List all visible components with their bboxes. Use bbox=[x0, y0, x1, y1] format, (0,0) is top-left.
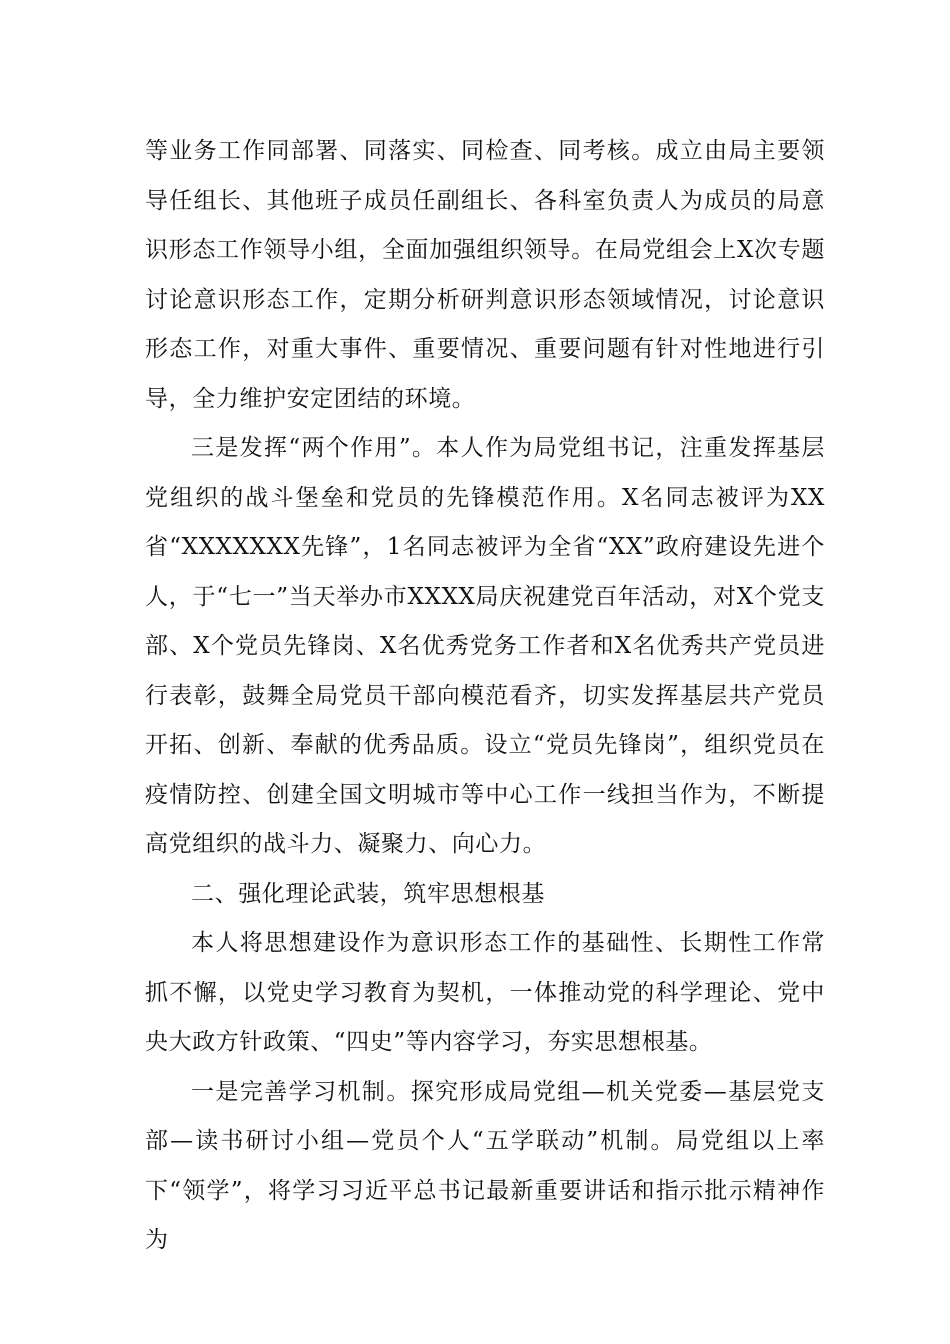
paragraph-continuation: 等业务工作同部署、同落实、同检查、同考核。成立由局主要领导任组长、其他班子成员任副组长、各科室负责人为成员的局意识形态工作领导小组，全面加强组织领导。在局党组会上X次专题讨论意识形态工作，定期分析研判意识形态领域情况，讨论意识形态工作，对重大事件、重要情况、重要问题有针对性地进行引导，全力维护安定团结的环境。 bbox=[145, 138, 825, 412]
paragraph-ideological-building: 本人将思想建设作为意识形态工作的基础性、长期性工作常抓不懈，以党史学习教育为契机，一体推动党的科学理论、党中央大政方针政策、“四史”等内容学习，夯实思想根基。 bbox=[145, 930, 825, 1055]
paragraph-two-roles: 三是发挥“两个作用”。本人作为局党组书记，注重发挥基层党组织的战斗堡垒和党员的先锋模范作用。X名同志被评为XX省“XXXXXXX先锋”，1名同志被评为全省“XX”政府建设先进个人，于“七一”当天举办市XXXX局庆祝建党百年活动，对X个党支部、X个党员先锋岗、X名优秀党务工作者和X名优秀共产党员进行表彰，鼓舞全局党员干部向模范看齐，切实发挥基层共产党员开拓、创新、奉献的优秀品质。设立“党员先锋岗”，组织党员在疫情防控、创建全国文明城市等中心工作一线担当作为，不断提高党组织的战斗力、凝聚力、向心力。 bbox=[145, 435, 825, 857]
paragraph-learning-mechanism: 一是完善学习机制。探究形成局党组—机关党委—基层党支部—读书研讨小组—党员个人“五学联动”机制。局党组以上率下“领学”，将学习习近平总书记最新重要讲话和指示批示精神作为 bbox=[145, 1078, 825, 1253]
section-heading: 二、强化理论武装，筑牢思想根基 bbox=[191, 880, 545, 907]
document-body bbox=[145, 127, 825, 1266]
